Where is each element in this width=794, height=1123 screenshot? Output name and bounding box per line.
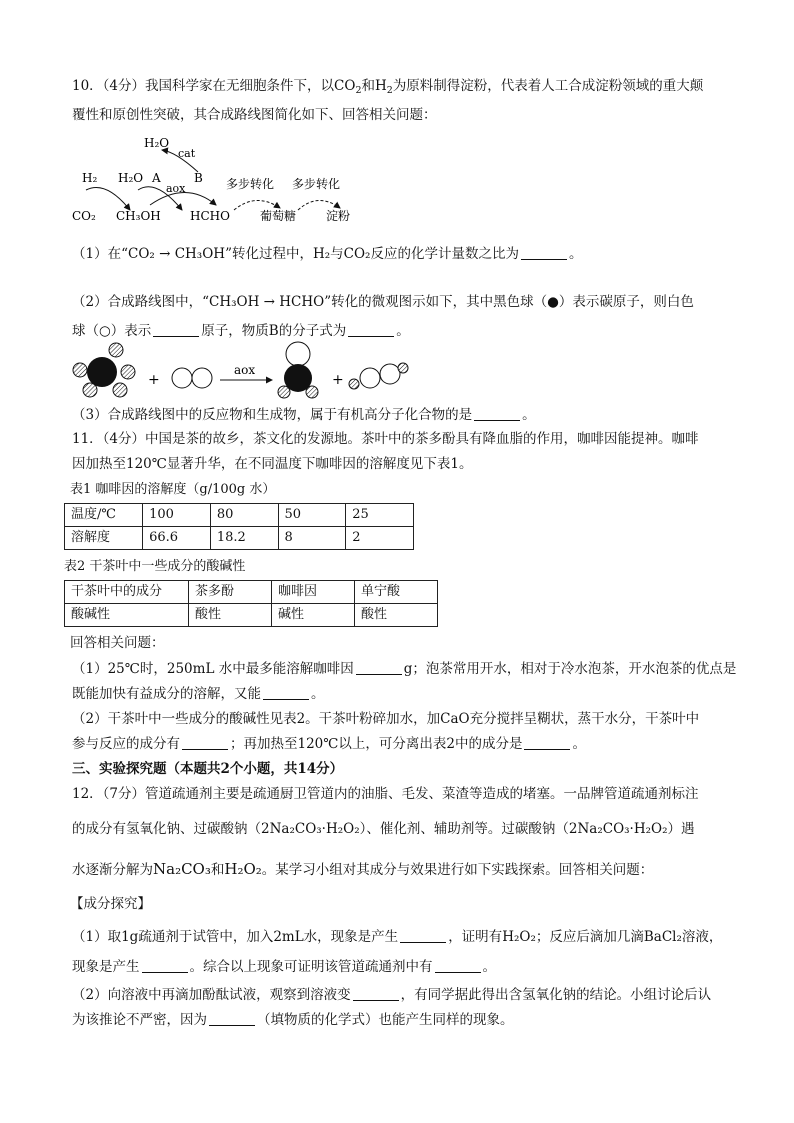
cell: 100 bbox=[143, 504, 211, 527]
hydrogen-peroxide-molecule bbox=[349, 363, 408, 389]
table-row bbox=[65, 527, 414, 550]
cell: 18.2 bbox=[210, 527, 278, 550]
formaldehyde-molecule bbox=[278, 342, 318, 398]
cell: 8 bbox=[278, 527, 346, 550]
q10-line2: 覆性和原创性突破，其合成路线图简化如下、回答相关问题： bbox=[72, 107, 437, 123]
section-title: 三、实验探究题（本题共2个小题，共14分） bbox=[72, 761, 344, 777]
answer-blank[interactable] bbox=[153, 322, 199, 337]
formula: BaCl₂ bbox=[643, 929, 682, 945]
route-cat: cat bbox=[178, 147, 196, 160]
route-aox: aox bbox=[166, 182, 186, 195]
answer-blank[interactable] bbox=[348, 322, 394, 337]
cell: 干茶叶中的成分 bbox=[65, 581, 189, 604]
cell: 80 bbox=[210, 504, 278, 527]
q11-p1-line1: （1）25℃时，250mL 水中最多能溶解咖啡因 g；泡茶常用开水，相对于冷水泡茶，开水泡茶的优点是 bbox=[72, 661, 737, 677]
q11-line1: 11．（4分）中国是茶的故乡，茶文化的发源地。茶叶中的茶多酚具有降血脂的作用，咖啡因能提神。咖啡 bbox=[72, 431, 699, 447]
equation: CH₃OH → HCHO bbox=[209, 294, 325, 310]
text: 为原料制得淀粉，代表着人工合成淀粉领域的重大颠 bbox=[392, 78, 704, 94]
formula: H₂O₂ bbox=[502, 929, 536, 945]
plus-1: + bbox=[148, 372, 160, 388]
q11-p2-line1: （2）干茶叶中一些成分的酸碱性见表2。干茶叶粉碎加水，加CaO充分搅拌呈糊状，蒸干水分，干茶叶中 bbox=[72, 711, 700, 727]
route-multi2: 多步转化 bbox=[292, 177, 341, 191]
answer-blank[interactable] bbox=[400, 928, 446, 943]
oxygen-molecule bbox=[172, 368, 212, 388]
route-h2: H₂ bbox=[82, 171, 98, 185]
micro-reaction-diagram bbox=[68, 340, 448, 404]
route-h2o-top: H₂O bbox=[144, 136, 170, 150]
answer-blank[interactable] bbox=[524, 735, 570, 750]
q10-line1 bbox=[72, 75, 703, 102]
route-a: A bbox=[152, 171, 161, 185]
cell: 单宁酸 bbox=[354, 581, 437, 604]
micro-aox: aox bbox=[234, 363, 256, 377]
route-multi1: 多步转化 bbox=[226, 177, 275, 191]
table-row bbox=[65, 504, 414, 527]
answer-blank[interactable] bbox=[474, 406, 520, 421]
route-ch3oh: CH₃OH bbox=[116, 209, 161, 223]
q10-p3: （3）合成路线图中的反应物和生成物，属于有机高分子化合物的是 。 bbox=[72, 407, 536, 423]
table-row bbox=[65, 604, 438, 627]
q12-line3: 水逐渐分解为Na₂CO₃和H₂O₂。某学习小组对其成分与效果进行如下实践探索。回答相关问题： bbox=[72, 860, 654, 878]
text: 和 bbox=[361, 78, 375, 94]
cell: 酸碱性 bbox=[65, 604, 189, 627]
q12-p1-line2: 现象是产生 。综合以上现象可证明该管道疏通剂中有 。 bbox=[72, 959, 496, 975]
q12-p2-line1: （2）向溶液中再滴加酚酞试液，观察到溶液变 ，有同学据此得出含氢氧化钠的结论。小组讨论后认 bbox=[72, 987, 712, 1003]
cell: 50 bbox=[278, 504, 346, 527]
table1-title: 表1 咖啡因的溶解度（g/100g 水） bbox=[70, 482, 276, 497]
q11-ask: 回答相关问题： bbox=[70, 635, 165, 651]
answer-blank[interactable] bbox=[209, 1011, 255, 1026]
acidity-table bbox=[64, 580, 438, 627]
cell: 66.6 bbox=[143, 527, 211, 550]
table2-title: 表2 干茶叶中一些成分的酸碱性 bbox=[64, 559, 246, 574]
formula: H₂O₂ bbox=[224, 860, 262, 878]
answer-blank[interactable] bbox=[356, 660, 402, 675]
answer-blank[interactable] bbox=[521, 245, 567, 260]
route-glucose: 葡萄糖 bbox=[260, 209, 297, 223]
cell: 茶多酚 bbox=[188, 581, 271, 604]
equation: CO₂ → CH₃OH bbox=[128, 246, 226, 262]
answer-blank[interactable] bbox=[353, 986, 399, 1001]
q11-p2-line2: 参与反应的成分有 ；再加热至120℃以上，可分离出表2中的成分是 。 bbox=[72, 736, 586, 752]
text: 10．（4分）我国科学家在无细胞条件下，以 bbox=[72, 78, 335, 94]
q11-line2: 因加热至120℃显著升华，在不同温度下咖啡因的溶解度见下表1。 bbox=[72, 456, 473, 472]
formula: 2Na₂CO₃·H₂O₂ bbox=[568, 821, 668, 837]
formula: 2Na₂CO₃·H₂O₂ bbox=[261, 821, 360, 837]
route-h2o: H₂O bbox=[118, 171, 144, 185]
cell: 溶解度 bbox=[65, 527, 143, 550]
cell: 25 bbox=[346, 504, 414, 527]
q12-line1: 12．（7分）管道疏通剂主要是疏通厨卫管道内的油脂、毛发、菜渣等造成的堵塞。一品牌管道疏通剂标注 bbox=[72, 786, 699, 802]
cell: 酸性 bbox=[188, 604, 271, 627]
section-head: 【成分探究】 bbox=[70, 896, 151, 912]
q12-line2: 的成分有氢氧化钠、过碳酸钠（2Na₂CO₃·H₂O₂）、催化剂、辅助剂等。过碳酸钠（2Na₂CO₃·H₂O₂）遇 bbox=[72, 821, 695, 837]
q12-p2-line2: 为该推论不严密，因为 （填物质的化学式）也能产生同样的现象。 bbox=[72, 1012, 514, 1028]
formula: Na₂CO₃ bbox=[153, 860, 211, 878]
plus-2: + bbox=[332, 372, 344, 388]
answer-blank[interactable] bbox=[435, 958, 481, 973]
route-starch: 淀粉 bbox=[326, 209, 351, 223]
q12-p1-line1: （1）取1g疏通剂于试管中，加入2mL水，现象是产生 ，证明有H₂O₂；反应后滴加几滴BaCl₂溶液， bbox=[72, 929, 723, 945]
q11-p1-line2: 既能加快有益成分的溶解，又能 。 bbox=[72, 686, 325, 702]
table-row bbox=[65, 581, 438, 604]
methanol-molecule bbox=[73, 343, 135, 397]
cell: 酸性 bbox=[354, 604, 437, 627]
route-b: B bbox=[194, 171, 203, 185]
cell: 咖啡因 bbox=[271, 581, 354, 604]
q10-p2-line2: 球（○）表示 原子，物质B的分子式为 。 bbox=[72, 323, 410, 339]
cell: 2 bbox=[346, 527, 414, 550]
route-hcho: HCHO bbox=[190, 209, 230, 223]
route-co2: CO₂ bbox=[72, 209, 96, 223]
q10-p1: （1）在“CO₂ → CH₃OH”转化过程中，H₂与CO₂反应的化学计量数之比为 。 bbox=[72, 246, 583, 262]
answer-blank[interactable] bbox=[142, 958, 188, 973]
cell: 碱性 bbox=[271, 604, 354, 627]
answer-blank[interactable] bbox=[263, 685, 309, 700]
formula-co2: $CO_2$ bbox=[334, 78, 362, 96]
solubility-table bbox=[64, 503, 414, 550]
synthesis-route-diagram bbox=[66, 130, 366, 226]
answer-blank[interactable] bbox=[182, 735, 228, 750]
arrow-1 bbox=[86, 188, 130, 211]
q10-p2-line1: （2）合成路线图中，“CH₃OH → HCHO”转化的微观图示如下，其中黑色球（●）表示碳原子，则白色 bbox=[72, 294, 694, 310]
cell: 温度/℃ bbox=[65, 504, 143, 527]
formula-h2: $H_2$ bbox=[374, 78, 393, 96]
